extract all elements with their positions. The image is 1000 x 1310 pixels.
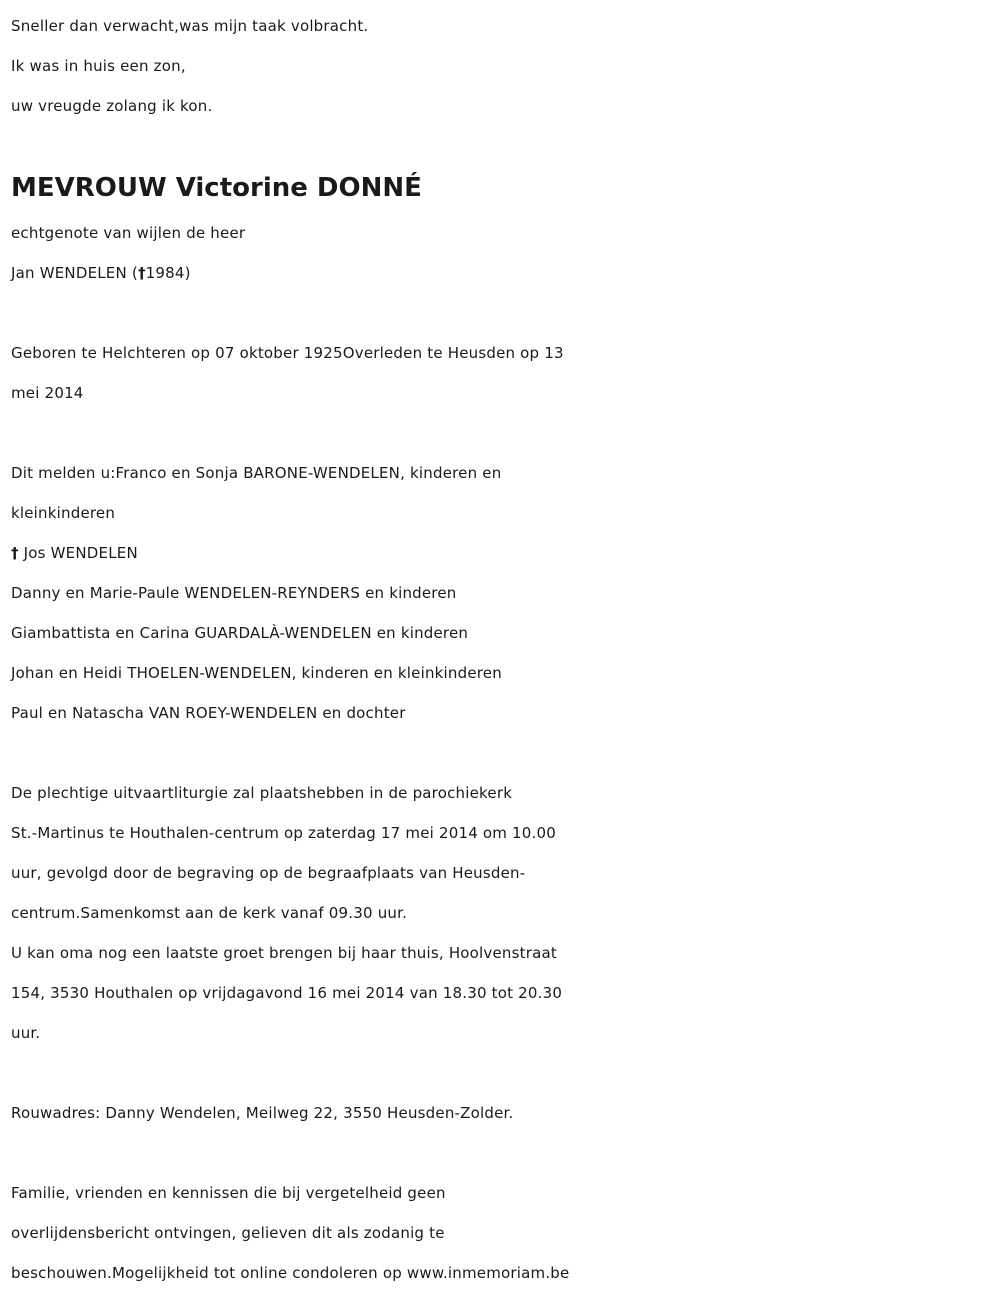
- funeral-details: [11, 773, 1000, 1053]
- mourning-address: Rouwadres: Danny Wendelen, Meilweg 22, 3550 Heusden-Zolder.: [11, 1104, 514, 1122]
- husband-line: [11, 253, 1000, 293]
- funeral-line: centrum.Samenkomst aan de kerk vanaf 09.30 uur.: [11, 904, 408, 922]
- closing-note: [11, 1173, 1000, 1293]
- poem: [11, 6, 1000, 126]
- closing-line: beschouwen.Mogelijkheid tot online condoleren op www.inmemoriam.be: [11, 1264, 570, 1282]
- poem-line: uw vreugde zolang ik kon.: [11, 97, 213, 115]
- family-line: Paul en Natascha VAN ROEY-WENDELEN en dochter: [11, 704, 406, 722]
- poem-line: Ik was in huis een zon,: [11, 57, 186, 75]
- funeral-line: U kan oma nog een laatste groet brengen bij haar thuis, Hoolvenstraat: [11, 944, 557, 962]
- family-line: kleinkinderen: [11, 504, 116, 522]
- dates-line: Geboren te Helchteren op 07 oktober 1925Overleden te Heusden op 13: [11, 344, 564, 362]
- funeral-line: De plechtige uitvaartliturgie zal plaatshebben in de parochiekerk: [11, 784, 513, 802]
- family-line: Dit melden u:Franco en Sonja BARONE-WENDELEN, kinderen en: [11, 464, 502, 482]
- closing-line: overlijdensbericht ontvingen, gelieven dit als zodanig te: [11, 1224, 445, 1242]
- cross-icon: †: [137, 264, 146, 282]
- relation-line: echtgenote van wijlen de heer: [11, 224, 246, 242]
- poem-line: Sneller dan verwacht,was mijn taak volbracht.: [11, 17, 369, 35]
- family-line: Giambattista en Carina GUARDALÀ-WENDELEN en kinderen: [11, 624, 469, 642]
- family-line: Danny en Marie-Paule WENDELEN-REYNDERS en kinderen: [11, 584, 457, 602]
- deceased-name: MEVROUW Victorine DONNÉ: [11, 173, 422, 203]
- closing-line: Familie, vrienden en kennissen die bij vergetelheid geen: [11, 1184, 446, 1202]
- funeral-line: 154, 3530 Houthalen op vrijdagavond 16 mei 2014 van 18.30 tot 20.30: [11, 984, 563, 1002]
- husband-suffix: 1984): [145, 264, 191, 282]
- husband-prefix: Jan WENDELEN (: [11, 264, 138, 282]
- cross-icon: †: [11, 544, 19, 562]
- family-line: Johan en Heidi THOELEN-WENDELEN, kinderen en kleinkinderen: [11, 664, 502, 682]
- funeral-line: St.-Martinus te Houthalen-centrum op zaterdag 17 mei 2014 om 10.00: [11, 824, 557, 842]
- dates-line: mei 2014: [11, 384, 84, 402]
- funeral-line: uur, gevolgd door de begraving op de begraafplaats van Heusden-: [11, 864, 526, 882]
- funeral-line: uur.: [11, 1024, 41, 1042]
- family-line-text: Jos WENDELEN: [18, 544, 138, 562]
- family-list: [11, 453, 1000, 733]
- family-line: [11, 533, 1000, 573]
